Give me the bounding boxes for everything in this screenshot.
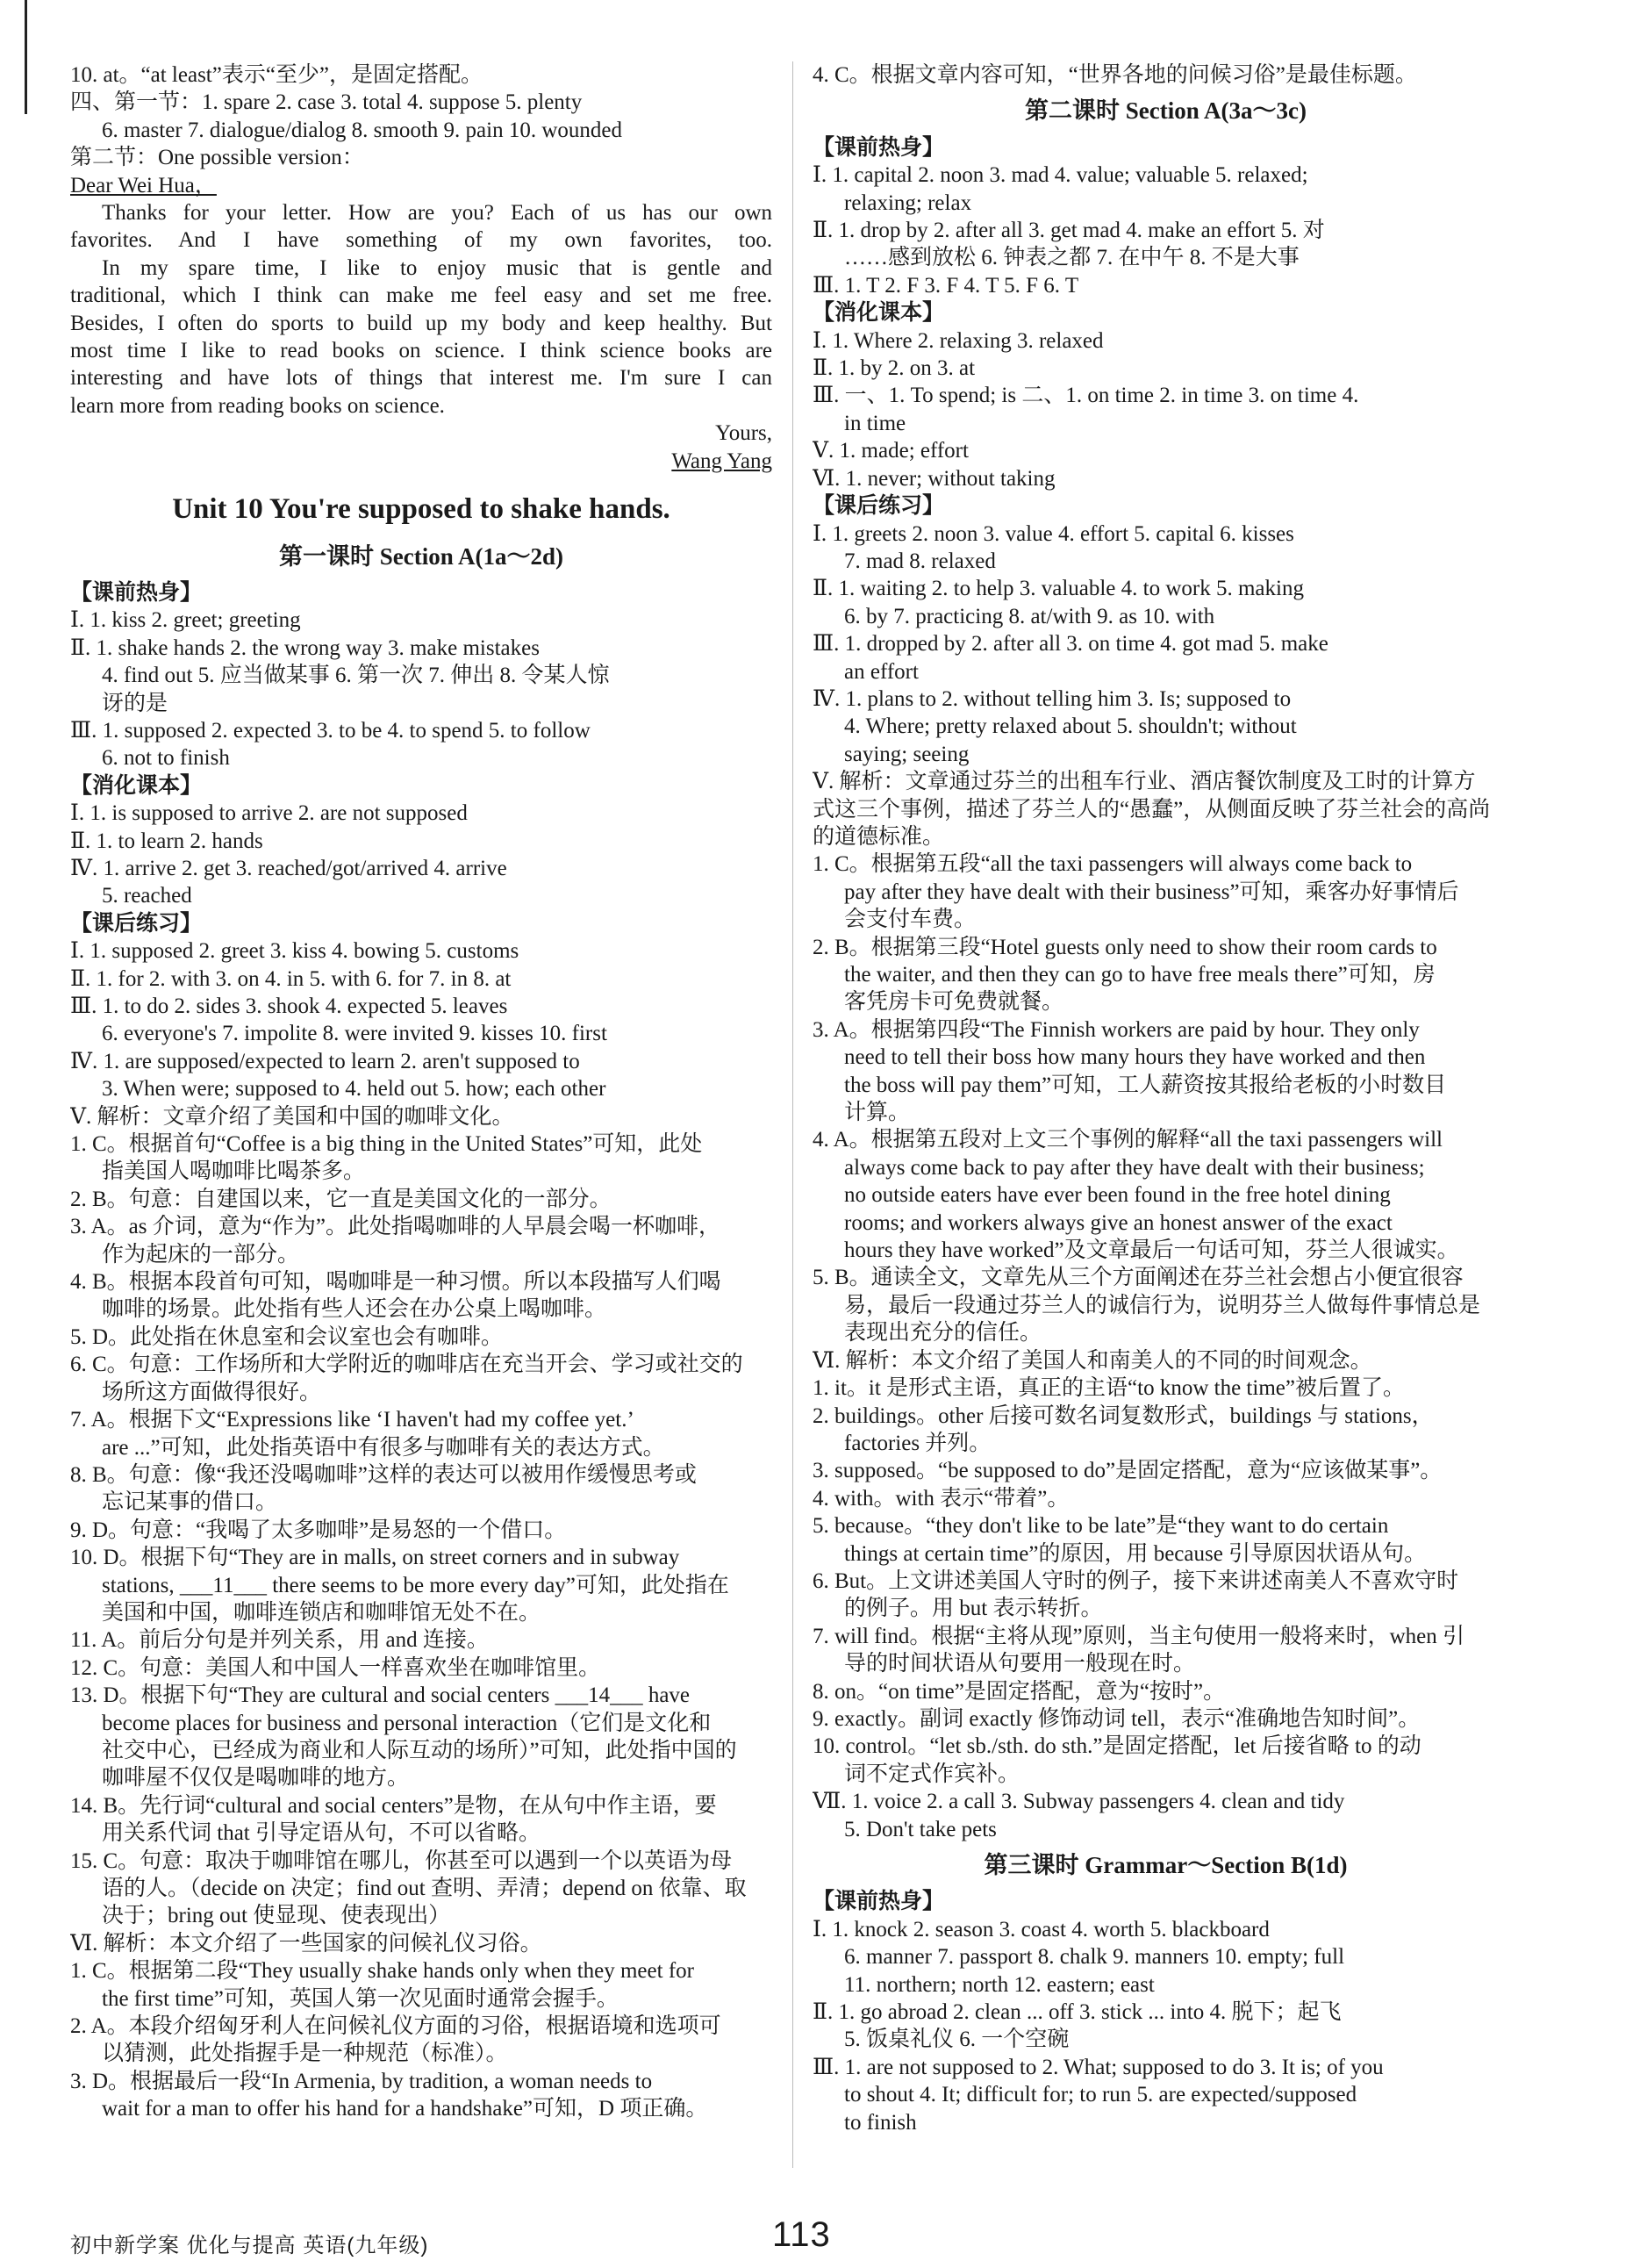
- text-line: 12. C。句意：美国人和中国人一样喜欢坐在咖啡馆里。: [70, 1655, 601, 1680]
- text-line: are ...”可知，此处指英语中有很多与咖啡有关的表达方式。: [102, 1435, 665, 1460]
- text-line: need to tell their boss how many hours they have worked and then: [844, 1045, 1426, 1070]
- text-line: Ⅰ. 1. is supposed to arrive 2. are not supposed: [70, 801, 468, 826]
- text-line: no outside eaters have ever been found in the free hotel dining: [844, 1183, 1391, 1208]
- text-line: 10. control。“let sb./sth. do sth.”是固定搭配，let 后接省略 to 的动: [813, 1734, 1421, 1759]
- text-line: 的例子。用 but 表示转折。: [844, 1597, 1103, 1621]
- text-line: pay after they have dealt with their business”可知，乘客办好事情后: [844, 879, 1459, 904]
- text-line: 6. by 7. practicing 8. at/with 9. as 10. with: [844, 604, 1215, 628]
- text-line: 7. mad 8. relaxed: [844, 549, 996, 573]
- text-line: Thanks for your letter. How are you? Each of us has our own: [102, 201, 772, 226]
- text-line: Ⅲ. 一、1. To spend; is 二、1. on time 2. in time 3. on time 4.: [813, 384, 1359, 408]
- text-line: 4. A。根据第五段对上文三个事例的解释“all the taxi passengers will: [813, 1128, 1443, 1152]
- subsection-header: 【课后练习】: [70, 911, 203, 936]
- text-line: hours they have worked”及文章最后一句话可知，芬兰人很诚实。: [844, 1238, 1459, 1263]
- subsection-header: 【课前热身】: [813, 135, 945, 160]
- text-line: 3. A。根据第四段“The Finnish workers are paid by hour. They only: [813, 1017, 1420, 1042]
- text-line: 3. D。根据最后一段“In Armenia, by tradition, a woman needs to: [70, 2069, 653, 2093]
- text-line: traditional, which I think can make me feel easy and set me free.: [70, 284, 772, 308]
- text-line: 5. Don't take pets: [844, 1817, 997, 1841]
- book-title-footer: 初中新学案 优化与提高 英语(九年级): [70, 2234, 429, 2257]
- text-line: 4. B。根据本段首句可知，喝咖啡是一种习惯。所以本段描写人们喝: [70, 1270, 721, 1295]
- text-line: Ⅴ. 解析：文章介绍了美国和中国的咖啡文化。: [70, 1104, 514, 1129]
- text-line: Ⅰ. 1. knock 2. season 3. coast 4. worth 5. blackboard: [813, 1917, 1270, 1941]
- text-line: Ⅲ. 1. supposed 2. expected 3. to be 4. to spend 5. to follow: [70, 718, 591, 743]
- text-line: Ⅱ. 1. for 2. with 3. on 4. in 5. with 6. for 7. in 8. at: [70, 966, 512, 991]
- text-line: Ⅶ. 1. voice 2. a call 3. Subway passengers 4. clean and tidy: [813, 1790, 1345, 1814]
- text-line: Ⅱ. 1. shake hands 2. the wrong way 3. make mistakes: [70, 635, 540, 660]
- text-line: Ⅲ. 1. are not supposed to 2. What; supposed to do 3. It is; of you: [813, 2055, 1384, 2079]
- subsection-header: 【课前热身】: [813, 1890, 945, 1914]
- text-line: wait for a man to offer his hand for a handshake”可知，D 项正确。: [102, 2097, 708, 2121]
- text-line: 客凭房卡可免费就餐。: [844, 990, 1064, 1015]
- subsection-header: 【课后练习】: [813, 494, 945, 519]
- text-line: Ⅲ. 1. to do 2. sides 3. shook 4. expected 5. leaves: [70, 994, 508, 1018]
- text-line: Ⅰ. 1. Where 2. relaxing 3. relaxed: [813, 328, 1104, 353]
- text-line: 1. C。根据第五段“all the taxi passengers will always come back to: [813, 852, 1413, 877]
- text-line: 用关系代词 that 引导定语从句，不可以省略。: [102, 1821, 541, 1846]
- right-column: [813, 61, 1519, 2136]
- text-line: Ⅵ. 解析：本文介绍了美国人和南美人的不同的时间观念。: [813, 1348, 1372, 1373]
- text-line: to shout 4. It; difficult for; to run 5. are expected/supposed: [844, 2083, 1357, 2107]
- text-line: 13. D。根据下句“They are cultural and social centers ___14___ have: [70, 1683, 691, 1708]
- subsection-header: 【消化课本】: [70, 773, 203, 798]
- text-line: In my spare time, I like to enjoy music that is gentle and: [102, 255, 772, 280]
- text-line: in time: [844, 411, 906, 435]
- text-line: 的道德标准。: [813, 824, 945, 849]
- text-line: 美国和中国，咖啡连锁店和咖啡馆无处不在。: [102, 1600, 541, 1625]
- text-line: 3. supposed。“be supposed to do”是固定搭配，意为“应该做某事”。: [813, 1459, 1443, 1483]
- text-line: factories 并列。: [844, 1431, 992, 1455]
- text-line: the waiter, and then they can go to have free meals there”可知，房: [844, 963, 1436, 987]
- text-line: 咖啡的场景。此处指有些人还会在办公桌上喝咖啡。: [102, 1297, 607, 1322]
- text-line: 4. C。根据文章内容可知，“世界各地的问候习俗”是最佳标题。: [813, 63, 1417, 87]
- text-line: 5. D。此处指在休息室和会议室也会有咖啡。: [70, 1324, 504, 1349]
- text-line: saying; seeing: [844, 742, 970, 766]
- subsection-header: 【消化课本】: [813, 301, 945, 326]
- text-line: 导的时间状语从句要用一般现在时。: [844, 1652, 1196, 1676]
- text-line: 表现出充分的信任。: [844, 1321, 1042, 1346]
- text-line: Ⅱ. 1. drop by 2. after all 3. get mad 4. make an effort 5. 对: [813, 219, 1325, 243]
- text-line: 5. 饭桌礼仪 6. 一个空碗: [844, 2028, 1070, 2052]
- text-line: most time I like to read books on science. I think science books are: [70, 339, 772, 363]
- text-line: 6. C。句意：工作场所和大学附近的咖啡店在充当开会、学习或社交的: [70, 1353, 743, 1377]
- text-line: favorites. And I have something of my own favorites, too.: [70, 228, 772, 253]
- page-number: 113: [772, 2215, 831, 2254]
- text-line: learn more from reading books on science.: [70, 393, 445, 418]
- text-line: 语的人。（decide on 决定；find out 查明、弄清；depend on 依靠、取: [102, 1877, 747, 1900]
- text-line: 15. C。句意：取决于咖啡馆在哪儿，你甚至可以遇到一个以英语为母: [70, 1848, 733, 1873]
- text-line: rooms; and workers always give an honest answer of the exact: [844, 1210, 1393, 1235]
- text-line: 11. A。前后分句是并列关系，用 and 连接。: [70, 1628, 489, 1653]
- text-line: 1. C。根据首句“Coffee is a big thing in the United States”可知，此处: [70, 1132, 703, 1157]
- text-line: 5. because。“they don't like to be late”是“they want to do certain: [813, 1514, 1389, 1539]
- unit-heading: Unit 10 You're supposed to shake hands.: [172, 493, 670, 526]
- text-line: to finish: [844, 2110, 917, 2135]
- text-line: 会支付车费。: [844, 908, 977, 932]
- text-line: 2. B。句意：自建国以来，它一直是美国文化的一部分。: [70, 1187, 612, 1211]
- text-line: 咖啡屋不仅仅是喝咖啡的地方。: [102, 1766, 410, 1791]
- text-line: 易，最后一段通过芬兰人的诚信行为，说明芬兰人做每件事情总是: [844, 1293, 1481, 1317]
- text-line: 3. A。as 介词，意为“作为”。此处指喝咖啡的人早晨会喝一杯咖啡，: [70, 1215, 720, 1239]
- text-line: Ⅵ. 1. never; without taking: [813, 466, 1056, 491]
- text-line: 讶的是: [102, 691, 168, 715]
- text-line: 四、第一节：1. spare 2. case 3. total 4. suppose 5. plenty: [70, 90, 583, 115]
- text-line: 11. northern; north 12. eastern; east: [844, 1972, 1155, 1997]
- text-line: 6. master 7. dialogue/dialog 8. smooth 9. pain 10. wounded: [102, 118, 622, 142]
- text-line: Ⅰ. 1. kiss 2. greet; greeting: [70, 608, 301, 633]
- text-line: 8. on。“on time”是固定搭配，意为“按时”。: [813, 1679, 1226, 1704]
- text-line: Ⅱ. 1. waiting 2. to help 3. valuable 4. to work 5. making: [813, 577, 1304, 601]
- text-line: 10. at。“at least”表示“至少”，是固定搭配。: [70, 63, 483, 87]
- text-line: 场所这方面做得很好。: [102, 1380, 322, 1404]
- text-line: 5. reached: [102, 884, 192, 908]
- text-line: 指美国人喝咖啡比喝茶多。: [102, 1159, 366, 1184]
- text-line: 以猜测，此处指握手是一种规范（标准）。: [102, 2042, 508, 2066]
- text-line: become places for business and personal interaction（它们是文化和: [102, 1711, 712, 1735]
- text-line: Ⅳ. 1. are supposed/expected to learn 2. aren't supposed to: [70, 1049, 580, 1073]
- text-line: 4. Where; pretty relaxed about 5. shouldn't; without: [844, 714, 1297, 739]
- text-line: 词不定式作宾补。: [844, 1762, 1020, 1786]
- text-line: Ⅴ. 1. made; effort: [813, 439, 969, 463]
- text-line: interesting and have lots of things that interest me. I'm sure I can: [70, 366, 772, 391]
- text-line: 8. B。句意：像“我还没喝咖啡”这样的表达可以被用作缓慢思考或: [70, 1462, 697, 1487]
- left-column: [70, 61, 772, 2123]
- text-line: Ⅳ. 1. plans to 2. without telling him 3. Is; supposed to: [813, 686, 1292, 711]
- text-line: Ⅰ. 1. greets 2. noon 3. value 4. effort 5. capital 6. kisses: [813, 521, 1294, 546]
- section-heading: 第一课时 Section A(1a～2d): [279, 542, 563, 570]
- text-line: 5. B。通读全文，文章先从三个方面阐述在芬兰社会想占小便宜很容: [813, 1266, 1464, 1290]
- text-line: 式这三个事例，描述了芬兰人的“愚蠢”，从侧面反映了芬兰社会的高尚: [813, 797, 1491, 822]
- text-line: Ⅱ. 1. by 2. on 3. at: [813, 356, 976, 381]
- text-line: 2. B。根据第三段“Hotel guests only need to show their room cards to: [813, 935, 1437, 959]
- text-line: Ⅱ. 1. to learn 2. hands: [70, 829, 263, 853]
- text-line: things at certain time”的原因，用 because 引导原因状语从句。: [844, 1541, 1427, 1566]
- page-edge-mark: [25, 0, 27, 114]
- column-divider: [792, 61, 793, 2168]
- text-line: stations, ___11___ there seems to be more every day”可知，此处指在: [102, 1573, 729, 1597]
- text-line: 1. it。it 是形式主语，真正的主语“to know the time”被后置了。: [813, 1376, 1405, 1401]
- text-line: Ⅲ. 1. dropped by 2. after all 3. on time 4. got mad 5. make: [813, 632, 1328, 657]
- text-line: an effort: [844, 659, 919, 684]
- text-line: Wang Yang: [671, 449, 772, 473]
- section-heading: 第三课时 Grammar～Section B(1d): [984, 1852, 1348, 1878]
- text-line: 忘记某事的借口。: [102, 1490, 278, 1515]
- text-line: 6. everyone's 7. impolite 8. were invited 9. kisses 10. first: [102, 1022, 607, 1046]
- text-line: 2. A。本段介绍匈牙利人在问候礼仪方面的习俗，根据语境和选项可: [70, 2014, 721, 2039]
- text-line: 计算。: [844, 1101, 911, 1125]
- text-line: Ⅱ. 1. go abroad 2. clean ... off 3. stick ... into 4. 脱下；起飞: [813, 2000, 1342, 2025]
- text-line: 4. find out 5. 应当做某事 6. 第一次 7. 伸出 8. 令某人惊: [102, 664, 610, 688]
- text-line: 6. not to finish: [102, 746, 230, 771]
- text-line: Besides, I often do sports to build up my body and keep healthy. But: [70, 311, 772, 335]
- text-line: Ⅲ. 1. T 2. F 3. F 4. T 5. F 6. T: [813, 273, 1079, 298]
- text-line: 9. exactly。副词 exactly 修饰动词 tell，表示“准确地告知时间”。: [813, 1706, 1421, 1731]
- text-line: 2. buildings。other 后接可数名词复数形式，buildings 与 stations，: [813, 1403, 1434, 1428]
- text-line: 14. B。先行词“cultural and social centers”是物，在从句中作主语，要: [70, 1793, 717, 1818]
- text-line: 4. with。with 表示“带着”。: [813, 1486, 1070, 1511]
- text-line: ……感到放松 6. 钟表之都 7. 在中午 8. 不是大事: [844, 246, 1300, 270]
- text-line: 作为起床的一部分。: [102, 1242, 300, 1267]
- text-line: Ⅳ. 1. arrive 2. get 3. reached/got/arrived 4. arrive: [70, 856, 507, 880]
- section-heading: 第二课时 Section A(3a～3c): [1025, 97, 1307, 125]
- text-line: 第二节：One possible version：: [70, 146, 364, 170]
- text-line: the boss will pay them”可知，工人薪资按其报给老板的小时数目: [844, 1073, 1447, 1097]
- subsection-header: 【课前热身】: [70, 580, 203, 605]
- text-line: 7. will find。根据“主将从现”原则，当主句使用一般将来时，when 引: [813, 1624, 1465, 1648]
- text-line: relaxing; relax: [844, 190, 972, 215]
- text-line: Ⅰ. 1. capital 2. noon 3. mad 4. value; valuable 5. relaxed;: [813, 163, 1308, 188]
- text-line: 7. A。根据下文“Expressions like ‘I haven't had my coffee yet.’: [70, 1408, 634, 1432]
- text-line: Ⅴ. 解析：文章通过芬兰的出租车行业、酒店餐饮制度及工时的计算方: [813, 770, 1476, 794]
- text-line: always come back to pay after they have dealt with their business;: [844, 1155, 1425, 1180]
- text-line: 10. D。根据下句“They are in malls, on street corners and in subway: [70, 1546, 680, 1570]
- text-line: Ⅵ. 解析：本文介绍了一些国家的问候礼仪习俗。: [70, 1931, 542, 1956]
- text-line: 社交中心，已经成为商业和人际互动的场所）”可知，此处指中国的: [102, 1738, 737, 1762]
- text-line: Yours,: [715, 421, 772, 446]
- text-line: the first time”可知，英国人第一次见面时通常会握手。: [102, 1986, 619, 2011]
- text-line: 6. But。上文讲述美国人守时的例子，接下来讲述南美人不喜欢守时: [813, 1568, 1459, 1593]
- text-line: 1. C。根据第二段“They usually shake hands only when they meet for: [70, 1959, 694, 1984]
- text-line: 决于；bring out 使显现、使表现出）: [102, 1904, 451, 1928]
- text-line: Dear Wei Hua，: [70, 173, 217, 197]
- text-line: 6. manner 7. passport 8. chalk 9. manners 10. empty; full: [844, 1945, 1345, 1970]
- text-line: Ⅰ. 1. supposed 2. greet 3. kiss 4. bowing 5. customs: [70, 939, 519, 964]
- text-line: 3. When were; supposed to 4. held out 5. how; each other: [102, 1077, 606, 1102]
- text-line: 9. D。句意：“我喝了太多咖啡”是易怒的一个借口。: [70, 1518, 567, 1542]
